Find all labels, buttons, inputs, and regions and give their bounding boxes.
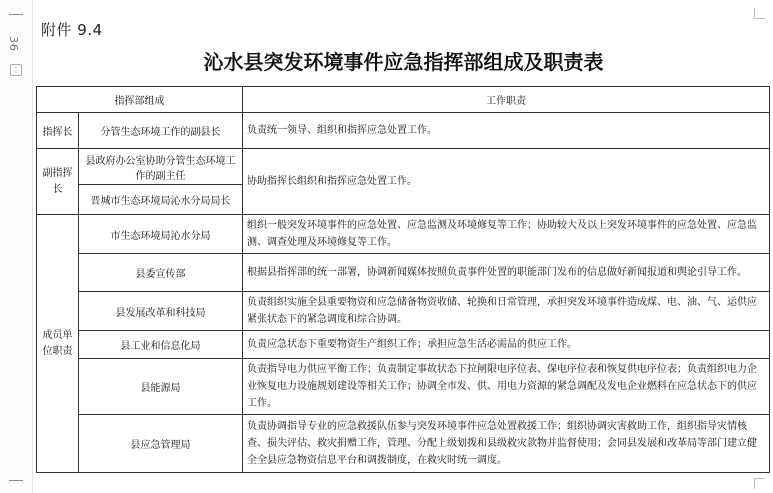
duty-cell: 根据县指挥部的统一部署，协调新闻媒体按照负责事件处置的职能部门发布的信息做好新闻报道和舆论引导工作。	[243, 254, 770, 292]
page-number: 36	[7, 36, 20, 52]
responsibility-table	[36, 86, 770, 473]
table-row	[37, 415, 770, 473]
table-row	[37, 149, 770, 185]
table-header-row	[37, 87, 770, 113]
unit-cell: 县应急管理局	[79, 415, 243, 473]
annex-label: 附件 9.4	[41, 21, 103, 39]
table-row	[37, 331, 770, 359]
crop-mark-icon	[754, 8, 765, 19]
member-cell: 县政府办公室协助分管生态环境工作的副主任	[79, 149, 243, 185]
role-cell: 指挥长	[37, 113, 79, 149]
duty-cell: 组织一般突发环境事件的应急处置、应急监测及环境修复等工作；协助较大及以上突发环境事件的应急处置、应急监测、调查处理及环境修复等工作。	[243, 215, 770, 254]
role-cell	[37, 215, 79, 473]
role-label: 副指挥长	[42, 167, 73, 195]
duty-cell: 协助指挥长组织和指挥应急处置工作。	[243, 149, 770, 215]
member-cell: 分管生态环境工作的副县长	[79, 113, 243, 149]
duty-cell: 负责组织实施全县重要物资和应急储备物资收储、轮换和日常管理，承担突发环境事件造成煤、电、油、气、运供应紧张状态下的紧急调度和综合协调。	[243, 292, 770, 331]
header-composition: 指挥部组成	[37, 87, 243, 113]
header-duties: 工作职责	[243, 87, 770, 113]
unit-cell: 县发展改革和科技局	[79, 292, 243, 331]
table-row	[37, 215, 770, 254]
role-label: 成员单位职责	[42, 329, 73, 357]
member-cell: 晋城市生态环境局沁水分局局长	[79, 185, 243, 215]
margin-tick	[9, 480, 23, 481]
page-marker-icon: ⋮	[10, 64, 22, 76]
unit-cell: 市生态环境局沁水分局	[79, 215, 243, 254]
table-row	[37, 254, 770, 292]
unit-cell: 县工业和信息化局	[79, 331, 243, 359]
role-cell	[37, 149, 79, 215]
table-row	[37, 113, 770, 149]
duty-cell: 负责协调指导专业的应急救援队伍参与突发环境事件应急处置救援工作；组织协调灾害救助工作，组织指导灾情核查、损失评估、救灾捐赠工作，管理、分配上级划拨和县级救灾款物并监督使用；会同县发展和改革局等部门建立健全全县应急物资信息平台和调拨制度，在救灾时统一调度。	[243, 415, 770, 473]
duty-cell: 负责指导电力供应平衡工作；负责制定事故状态下拉闸限电序位表、保电序位表和恢复供电序位表；负责组织电力企业恢复电力设施规划建设等相关工作；协调全市发、供、用电力资源的紧急调配及发电企业燃料在应急状态下的供应工作。	[243, 359, 770, 415]
duty-cell: 负责统一领导、组织和指挥应急处置工作。	[243, 113, 770, 149]
crop-mark-icon	[754, 478, 765, 489]
margin-tick	[9, 14, 23, 15]
duty-cell: 负责应急状态下重要物资生产组织工作；承担应急生活必需品的供应工作。	[243, 331, 770, 359]
unit-cell: 县委宣传部	[79, 254, 243, 292]
page-margin-ruler	[0, 0, 33, 493]
unit-cell: 县能源局	[79, 359, 243, 415]
table-row	[37, 359, 770, 415]
document-title: 沁水县突发环境事件应急指挥部组成及职责表	[203, 50, 604, 74]
table-row	[37, 292, 770, 331]
